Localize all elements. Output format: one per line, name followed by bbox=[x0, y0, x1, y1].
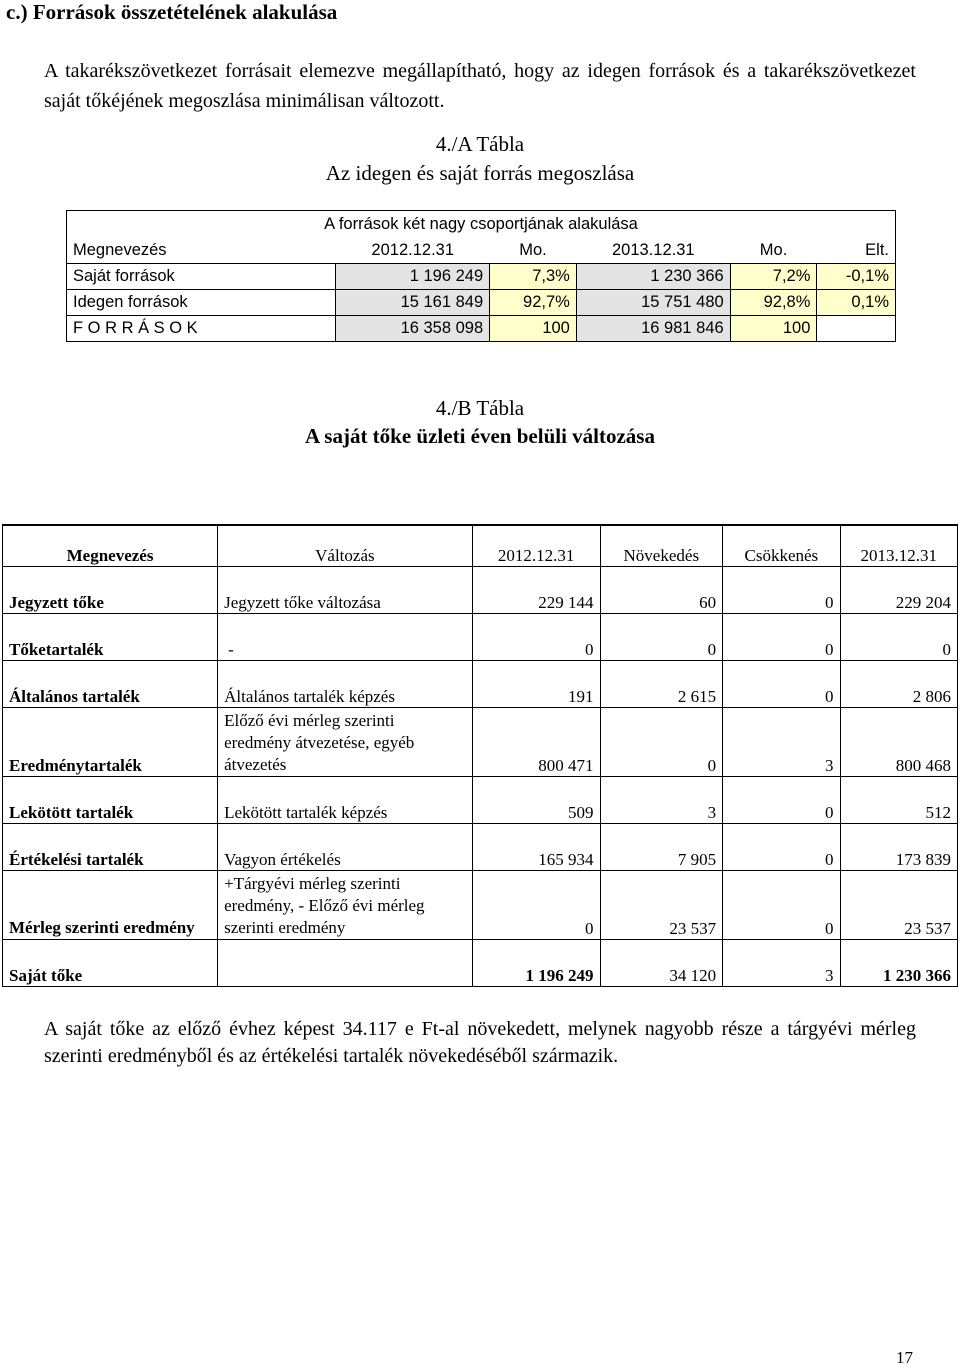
table-a-label: 4./A Tábla bbox=[435, 132, 525, 156]
table-b-cell: 800 471 bbox=[472, 708, 600, 777]
table-a-cell: 16 981 846 bbox=[576, 316, 730, 342]
table-b-cell: 3 bbox=[723, 940, 840, 987]
table-b-cell: +Tárgyévi mérleg szerinti eredmény, - Előző évi mérleg szerinti eredmény bbox=[218, 871, 473, 940]
table-b-cell bbox=[218, 940, 473, 987]
table-b-cell: - bbox=[218, 614, 473, 661]
table-a-title: Az idegen és saját forrás megoszlása bbox=[325, 161, 635, 185]
table-a-header: Mo. bbox=[490, 238, 577, 264]
table-b-row-name: Mérleg szerinti eredmény bbox=[3, 871, 218, 940]
table-a-cell: 100 bbox=[730, 316, 817, 342]
table-a-cell: 7,2% bbox=[730, 264, 817, 290]
table-b-cell: 0 bbox=[723, 661, 840, 708]
table-b-cell: 0 bbox=[840, 614, 957, 661]
table-a-caption: A források két nagy csoportjának alakulása bbox=[67, 211, 896, 239]
table-b-cell: Jegyzett tőke változása bbox=[218, 567, 473, 614]
table-b-row-name: Jegyzett tőke bbox=[3, 567, 218, 614]
table-b-header: Csökkenés bbox=[723, 525, 840, 567]
table-a-cell: 15 161 849 bbox=[336, 290, 490, 316]
table-a-cell: 16 358 098 bbox=[336, 316, 490, 342]
table-a-cell: 7,3% bbox=[490, 264, 577, 290]
table-b-cell: 0 bbox=[723, 824, 840, 871]
table-b-row bbox=[3, 708, 958, 777]
table-b-cell: 191 bbox=[472, 661, 600, 708]
page-number: 17 bbox=[896, 1348, 913, 1367]
table-b-row-name: Saját tőke bbox=[3, 940, 218, 987]
table-b-header: 2012.12.31 bbox=[472, 525, 600, 567]
table-a-cell: 92,7% bbox=[490, 290, 577, 316]
table-a-header: Megnevezés bbox=[67, 238, 336, 264]
table-b-cell: 34 120 bbox=[600, 940, 723, 987]
table-a-cell: 1 196 249 bbox=[336, 264, 490, 290]
table-b-cell: 0 bbox=[723, 777, 840, 824]
table-b-cell: 0 bbox=[723, 871, 840, 940]
table-b-cell: 3 bbox=[723, 708, 840, 777]
table-b-cell: Előző évi mérleg szerinti eredmény átvezetése, egyéb átvezetés bbox=[218, 708, 473, 777]
table-a-header: Mo. bbox=[730, 238, 817, 264]
section-heading: c.) Források összetételének alakulása bbox=[6, 0, 338, 24]
table-a-header: 2013.12.31 bbox=[576, 238, 730, 264]
table-b-row bbox=[3, 661, 958, 708]
table-b-cell: 7 905 bbox=[600, 824, 723, 871]
intro-paragraph: A takarékszövetkezet forrásait elemezve megállapítható, hogy az idegen források és a takarékszövetkezet saját tőkéjének megoszlása minimálisan változott. bbox=[44, 60, 916, 112]
table-a-header: Elt. bbox=[817, 238, 896, 264]
table-b-cell: 509 bbox=[472, 777, 600, 824]
table-b-cell: 60 bbox=[600, 567, 723, 614]
table-a-row bbox=[67, 290, 896, 316]
table-b-cell: 0 bbox=[600, 614, 723, 661]
table-b-header: Növekedés bbox=[600, 525, 723, 567]
table-b-row bbox=[3, 871, 958, 940]
table-b-row bbox=[3, 614, 958, 661]
table-b-cell: 0 bbox=[472, 871, 600, 940]
table-b-cell: Lekötött tartalék képzés bbox=[218, 777, 473, 824]
table-b-title: A saját tőke üzleti éven belüli változása bbox=[305, 424, 655, 448]
table-a-cell: 0,1% bbox=[817, 290, 896, 316]
table-a-cell: Idegen források bbox=[67, 290, 336, 316]
table-b-cell: 229 144 bbox=[472, 567, 600, 614]
table-a-header: 2012.12.31 bbox=[336, 238, 490, 264]
table-b-cell: 2 615 bbox=[600, 661, 723, 708]
table-b-row-name: Általános tartalék bbox=[3, 661, 218, 708]
table-a-row bbox=[67, 264, 896, 290]
table-a bbox=[66, 210, 896, 342]
table-b-row-name: Értékelési tartalék bbox=[3, 824, 218, 871]
table-a-cell: 100 bbox=[490, 316, 577, 342]
table-b-cell: 0 bbox=[723, 567, 840, 614]
table-b bbox=[2, 524, 958, 987]
conclusion-paragraph: A saját tőke az előző évhez képest 34.117 e Ft-al növekedett, melynek nagyobb része a tárgyévi mérleg szerinti eredményből és az értékelési tartalék növekedéséből származik. bbox=[44, 1018, 916, 1067]
table-b-header: Megnevezés bbox=[3, 525, 218, 567]
table-b-cell: 229 204 bbox=[840, 567, 957, 614]
table-b-row bbox=[3, 940, 958, 987]
table-a-cell: F O R R Á S O K bbox=[67, 316, 336, 342]
table-b-row-name: Eredménytartalék bbox=[3, 708, 218, 777]
table-b-cell: 0 bbox=[600, 708, 723, 777]
table-b-row bbox=[3, 567, 958, 614]
table-b-row bbox=[3, 824, 958, 871]
table-a-cell: 1 230 366 bbox=[576, 264, 730, 290]
table-b-cell: 165 934 bbox=[472, 824, 600, 871]
table-a-cell bbox=[817, 316, 896, 342]
table-b-cell: 23 537 bbox=[840, 871, 957, 940]
table-b-cell: 173 839 bbox=[840, 824, 957, 871]
table-b-header: 2013.12.31 bbox=[840, 525, 957, 567]
table-b-cell: 512 bbox=[840, 777, 957, 824]
table-a-cell: 92,8% bbox=[730, 290, 817, 316]
table-b-cell: Vagyon értékelés bbox=[218, 824, 473, 871]
table-b-row-name: Tőketartalék bbox=[3, 614, 218, 661]
table-b-row-name: Lekötött tartalék bbox=[3, 777, 218, 824]
table-a-cell: -0,1% bbox=[817, 264, 896, 290]
table-a-cell: Saját források bbox=[67, 264, 336, 290]
table-b-cell: 0 bbox=[472, 614, 600, 661]
table-b-cell: 1 196 249 bbox=[472, 940, 600, 987]
table-b-cell: 800 468 bbox=[840, 708, 957, 777]
table-b-label: 4./B Tábla bbox=[435, 396, 525, 420]
table-b-row bbox=[3, 777, 958, 824]
table-b-cell: 3 bbox=[600, 777, 723, 824]
table-a-cell: 15 751 480 bbox=[576, 290, 730, 316]
table-b-header: Változás bbox=[218, 525, 473, 567]
table-b-cell: 2 806 bbox=[840, 661, 957, 708]
table-b-cell: 0 bbox=[723, 614, 840, 661]
table-b-cell: 23 537 bbox=[600, 871, 723, 940]
table-a-row bbox=[67, 316, 896, 342]
table-b-cell: Általános tartalék képzés bbox=[218, 661, 473, 708]
table-b-cell: 1 230 366 bbox=[840, 940, 957, 987]
